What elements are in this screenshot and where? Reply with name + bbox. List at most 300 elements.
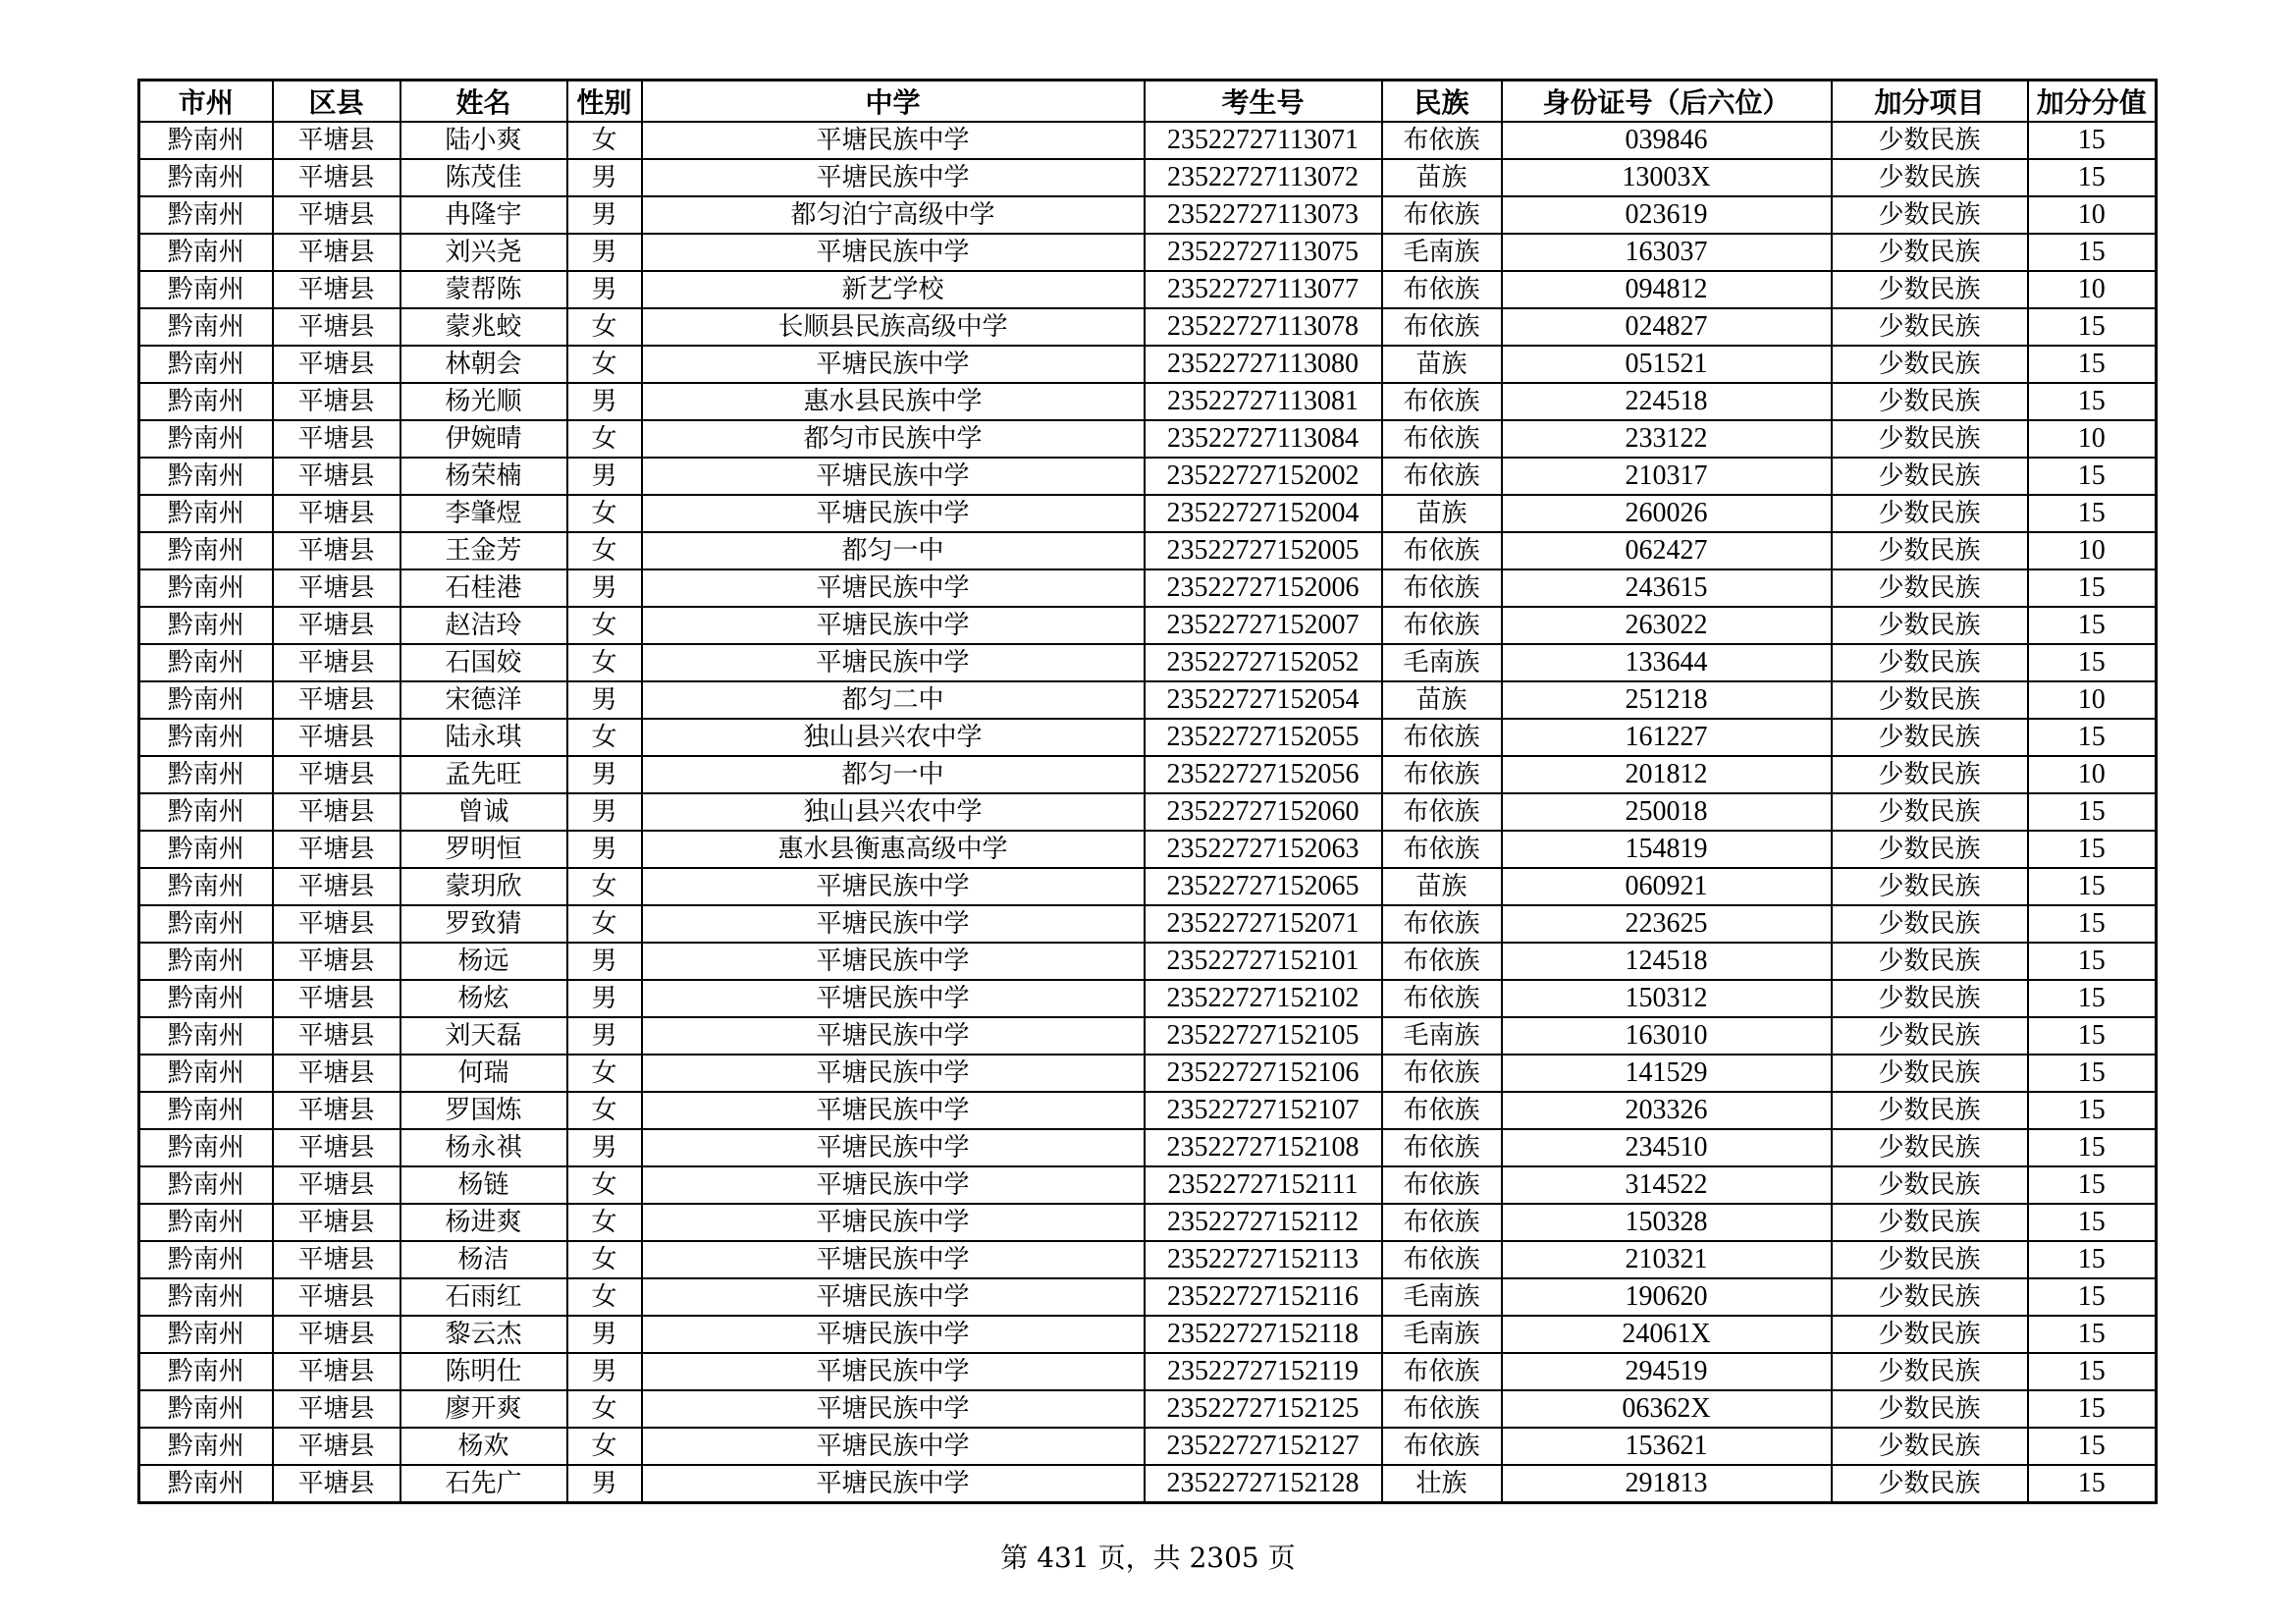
table-cell: 23522727152063 <box>1145 831 1382 868</box>
table-cell: 布依族 <box>1382 1353 1502 1390</box>
table-cell: 15 <box>2028 980 2157 1017</box>
table-cell: 黔南州 <box>139 234 273 271</box>
table-cell: 罗国炼 <box>400 1092 567 1129</box>
table-cell: 平塘县 <box>273 1278 400 1316</box>
table-cell: 布依族 <box>1382 1241 1502 1278</box>
table-cell: 23522727152118 <box>1145 1316 1382 1353</box>
table-cell: 平塘县 <box>273 458 400 495</box>
table-cell: 260026 <box>1502 495 1832 532</box>
table-cell: 都匀二中 <box>642 681 1145 719</box>
table-cell: 女 <box>567 868 642 905</box>
table-cell: 平塘县 <box>273 383 400 420</box>
table-cell: 黔南州 <box>139 1353 273 1390</box>
table-cell: 李肇煜 <box>400 495 567 532</box>
table-cell: 黔南州 <box>139 644 273 681</box>
table-cell: 刘天磊 <box>400 1017 567 1055</box>
table-cell: 23522727152006 <box>1145 569 1382 607</box>
table-cell: 23522727152065 <box>1145 868 1382 905</box>
table-cell: 布依族 <box>1382 420 1502 458</box>
table-cell: 平塘县 <box>273 1129 400 1166</box>
table-cell: 女 <box>567 1055 642 1092</box>
table-cell: 少数民族 <box>1832 681 2028 719</box>
table-cell: 平塘县 <box>273 495 400 532</box>
table-cell: 少数民族 <box>1832 234 2028 271</box>
table-cell: 平塘民族中学 <box>642 1129 1145 1166</box>
table-cell: 男 <box>567 383 642 420</box>
table-cell: 少数民族 <box>1832 1166 2028 1204</box>
table-cell: 布依族 <box>1382 1390 1502 1428</box>
table-cell: 男 <box>567 159 642 196</box>
table-row <box>139 756 2157 793</box>
table-cell: 杨永祺 <box>400 1129 567 1166</box>
table-cell: 平塘县 <box>273 1204 400 1241</box>
table-cell: 刘兴尧 <box>400 234 567 271</box>
table-cell: 少数民族 <box>1832 458 2028 495</box>
table-row <box>139 1278 2157 1316</box>
table-cell: 少数民族 <box>1832 1055 2028 1092</box>
table-row <box>139 943 2157 980</box>
table-cell: 赵洁玲 <box>400 607 567 644</box>
table-cell: 女 <box>567 1278 642 1316</box>
table-cell: 女 <box>567 308 642 346</box>
table-row <box>139 831 2157 868</box>
table-cell: 黔南州 <box>139 271 273 308</box>
table-cell: 黔南州 <box>139 569 273 607</box>
table-cell: 女 <box>567 1166 642 1204</box>
table-cell: 黔南州 <box>139 1241 273 1278</box>
table-cell: 长顺县民族高级中学 <box>642 308 1145 346</box>
table-cell: 布依族 <box>1382 1166 1502 1204</box>
table-row <box>139 868 2157 905</box>
table-cell: 布依族 <box>1382 196 1502 234</box>
table-cell: 平塘县 <box>273 196 400 234</box>
table-cell: 杨洁 <box>400 1241 567 1278</box>
table-cell: 15 <box>2028 1017 2157 1055</box>
table-cell: 女 <box>567 495 642 532</box>
table-cell: 23522727152002 <box>1145 458 1382 495</box>
table-cell: 少数民族 <box>1832 793 2028 831</box>
column-header: 身份证号（后六位） <box>1502 81 1832 123</box>
table-row <box>139 1353 2157 1390</box>
table-row <box>139 569 2157 607</box>
table-cell: 女 <box>567 1241 642 1278</box>
table-cell: 15 <box>2028 644 2157 681</box>
table-cell: 294519 <box>1502 1353 1832 1390</box>
table-cell: 石雨红 <box>400 1278 567 1316</box>
table-cell: 黔南州 <box>139 196 273 234</box>
table-cell: 布依族 <box>1382 122 1502 159</box>
table-cell: 布依族 <box>1382 943 1502 980</box>
roster-table-container <box>137 79 2155 1504</box>
table-cell: 203326 <box>1502 1092 1832 1129</box>
table-cell: 平塘民族中学 <box>642 1316 1145 1353</box>
table-cell: 布依族 <box>1382 1428 1502 1465</box>
table-cell: 243615 <box>1502 569 1832 607</box>
table-cell: 23522727113078 <box>1145 308 1382 346</box>
table-cell: 163037 <box>1502 234 1832 271</box>
table-cell: 15 <box>2028 607 2157 644</box>
table-cell: 15 <box>2028 159 2157 196</box>
table-cell: 少数民族 <box>1832 644 2028 681</box>
table-cell: 15 <box>2028 122 2157 159</box>
table-cell: 23522727113084 <box>1145 420 1382 458</box>
table-cell: 男 <box>567 793 642 831</box>
table-cell: 124518 <box>1502 943 1832 980</box>
table-cell: 黔南州 <box>139 122 273 159</box>
table-cell: 15 <box>2028 308 2157 346</box>
table-cell: 024827 <box>1502 308 1832 346</box>
table-cell: 布依族 <box>1382 980 1502 1017</box>
table-cell: 平塘县 <box>273 644 400 681</box>
table-cell: 少数民族 <box>1832 420 2028 458</box>
table-cell: 罗明恒 <box>400 831 567 868</box>
table-cell: 平塘县 <box>273 569 400 607</box>
table-cell: 陈茂佳 <box>400 159 567 196</box>
table-cell: 15 <box>2028 1241 2157 1278</box>
table-cell: 男 <box>567 271 642 308</box>
table-cell: 少数民族 <box>1832 1017 2028 1055</box>
table-row <box>139 458 2157 495</box>
table-row <box>139 1017 2157 1055</box>
table-row <box>139 532 2157 569</box>
table-cell: 布依族 <box>1382 308 1502 346</box>
table-cell: 少数民族 <box>1832 1353 2028 1390</box>
table-cell: 平塘民族中学 <box>642 1092 1145 1129</box>
table-cell: 布依族 <box>1382 719 1502 756</box>
table-cell: 少数民族 <box>1832 1092 2028 1129</box>
table-row <box>139 1166 2157 1204</box>
table-cell: 平塘民族中学 <box>642 1390 1145 1428</box>
table-cell: 250018 <box>1502 793 1832 831</box>
table-cell: 平塘县 <box>273 1353 400 1390</box>
table-row <box>139 1428 2157 1465</box>
table-cell: 石先广 <box>400 1465 567 1503</box>
table-cell: 少数民族 <box>1832 607 2028 644</box>
table-cell: 15 <box>2028 1390 2157 1428</box>
table-cell: 黔南州 <box>139 607 273 644</box>
table-cell: 23522727152055 <box>1145 719 1382 756</box>
table-cell: 15 <box>2028 831 2157 868</box>
table-cell: 少数民族 <box>1832 308 2028 346</box>
table-cell: 黔南州 <box>139 793 273 831</box>
table-cell: 毛南族 <box>1382 1278 1502 1316</box>
table-cell: 平塘民族中学 <box>642 1465 1145 1503</box>
table-cell: 23522727152113 <box>1145 1241 1382 1278</box>
table-cell: 蒙帮陈 <box>400 271 567 308</box>
table-cell: 黔南州 <box>139 346 273 383</box>
table-cell: 平塘县 <box>273 420 400 458</box>
table-cell: 女 <box>567 1092 642 1129</box>
table-cell: 平塘民族中学 <box>642 569 1145 607</box>
table-cell: 平塘县 <box>273 1092 400 1129</box>
table-cell: 女 <box>567 420 642 458</box>
table-row <box>139 159 2157 196</box>
table-cell: 15 <box>2028 1428 2157 1465</box>
table-cell: 新艺学校 <box>642 271 1145 308</box>
table-cell: 林朝会 <box>400 346 567 383</box>
table-cell: 都匀一中 <box>642 756 1145 793</box>
table-cell: 黔南州 <box>139 868 273 905</box>
table-cell: 13003X <box>1502 159 1832 196</box>
table-cell: 男 <box>567 1316 642 1353</box>
table-row <box>139 1055 2157 1092</box>
table-cell: 10 <box>2028 681 2157 719</box>
table-cell: 孟先旺 <box>400 756 567 793</box>
table-cell: 少数民族 <box>1832 159 2028 196</box>
table-cell: 039846 <box>1502 122 1832 159</box>
table-cell: 黔南州 <box>139 495 273 532</box>
column-header: 加分分值 <box>2028 81 2157 123</box>
table-cell: 平塘民族中学 <box>642 1353 1145 1390</box>
table-row <box>139 1390 2157 1428</box>
table-cell: 杨荣楠 <box>400 458 567 495</box>
table-cell: 23522727152004 <box>1145 495 1382 532</box>
table-cell: 女 <box>567 644 642 681</box>
table-cell: 平塘民族中学 <box>642 234 1145 271</box>
table-cell: 平塘县 <box>273 346 400 383</box>
table-cell: 少数民族 <box>1832 1316 2028 1353</box>
table-row <box>139 905 2157 943</box>
table-cell: 少数民族 <box>1832 831 2028 868</box>
table-cell: 15 <box>2028 569 2157 607</box>
column-header: 性别 <box>567 81 642 123</box>
table-cell: 平塘民族中学 <box>642 868 1145 905</box>
table-cell: 平塘县 <box>273 159 400 196</box>
table-cell: 女 <box>567 1204 642 1241</box>
table-cell: 何瑞 <box>400 1055 567 1092</box>
table-cell: 平塘县 <box>273 1166 400 1204</box>
table-cell: 141529 <box>1502 1055 1832 1092</box>
table-cell: 黔南州 <box>139 1465 273 1503</box>
table-cell: 平塘县 <box>273 793 400 831</box>
table-cell: 黎云杰 <box>400 1316 567 1353</box>
table-row <box>139 644 2157 681</box>
table-cell: 女 <box>567 1390 642 1428</box>
table-cell: 男 <box>567 831 642 868</box>
table-cell: 153621 <box>1502 1428 1832 1465</box>
table-cell: 女 <box>567 122 642 159</box>
table-cell: 男 <box>567 1017 642 1055</box>
table-cell: 苗族 <box>1382 868 1502 905</box>
table-cell: 24061X <box>1502 1316 1832 1353</box>
table-cell: 罗致猜 <box>400 905 567 943</box>
table-cell: 23522727152105 <box>1145 1017 1382 1055</box>
table-row <box>139 719 2157 756</box>
table-cell: 男 <box>567 196 642 234</box>
table-cell: 布依族 <box>1382 458 1502 495</box>
table-cell: 杨远 <box>400 943 567 980</box>
table-cell: 少数民族 <box>1832 196 2028 234</box>
table-cell: 少数民族 <box>1832 1204 2028 1241</box>
table-cell: 平塘民族中学 <box>642 905 1145 943</box>
table-cell: 190620 <box>1502 1278 1832 1316</box>
table-cell: 平塘民族中学 <box>642 1055 1145 1092</box>
table-cell: 163010 <box>1502 1017 1832 1055</box>
table-cell: 苗族 <box>1382 346 1502 383</box>
column-header: 姓名 <box>400 81 567 123</box>
table-cell: 壮族 <box>1382 1465 1502 1503</box>
table-cell: 094812 <box>1502 271 1832 308</box>
table-cell: 布依族 <box>1382 607 1502 644</box>
table-cell: 平塘县 <box>273 980 400 1017</box>
table-cell: 男 <box>567 1129 642 1166</box>
table-cell: 布依族 <box>1382 831 1502 868</box>
table-cell: 毛南族 <box>1382 1316 1502 1353</box>
table-cell: 少数民族 <box>1832 868 2028 905</box>
table-row <box>139 383 2157 420</box>
table-cell: 平塘民族中学 <box>642 495 1145 532</box>
table-cell: 15 <box>2028 1353 2157 1390</box>
table-cell: 15 <box>2028 495 2157 532</box>
table-row <box>139 1204 2157 1241</box>
table-cell: 23522727152071 <box>1145 905 1382 943</box>
table-cell: 布依族 <box>1382 756 1502 793</box>
table-cell: 15 <box>2028 458 2157 495</box>
table-cell: 都匀泊宁高级中学 <box>642 196 1145 234</box>
table-cell: 平塘民族中学 <box>642 122 1145 159</box>
table-cell: 少数民族 <box>1832 1278 2028 1316</box>
table-cell: 平塘民族中学 <box>642 1204 1145 1241</box>
table-cell: 062427 <box>1502 532 1832 569</box>
table-cell: 15 <box>2028 868 2157 905</box>
table-cell: 23522727152107 <box>1145 1092 1382 1129</box>
table-cell: 男 <box>567 681 642 719</box>
table-cell: 女 <box>567 1428 642 1465</box>
table-row <box>139 271 2157 308</box>
table-cell: 黔南州 <box>139 532 273 569</box>
table-cell: 210321 <box>1502 1241 1832 1278</box>
table-cell: 平塘县 <box>273 868 400 905</box>
table-cell: 23522727152119 <box>1145 1353 1382 1390</box>
table-cell: 23522727152060 <box>1145 793 1382 831</box>
table-cell: 黔南州 <box>139 308 273 346</box>
table-cell: 133644 <box>1502 644 1832 681</box>
table-cell: 平塘民族中学 <box>642 1428 1145 1465</box>
table-cell: 15 <box>2028 383 2157 420</box>
column-header: 中学 <box>642 81 1145 123</box>
table-row <box>139 308 2157 346</box>
table-cell: 060921 <box>1502 868 1832 905</box>
table-cell: 15 <box>2028 346 2157 383</box>
table-cell: 布依族 <box>1382 793 1502 831</box>
table-cell: 男 <box>567 234 642 271</box>
table-cell: 23522727152052 <box>1145 644 1382 681</box>
table-cell: 223625 <box>1502 905 1832 943</box>
table-cell: 23522727152056 <box>1145 756 1382 793</box>
table-cell: 平塘县 <box>273 308 400 346</box>
table-cell: 平塘县 <box>273 756 400 793</box>
table-cell: 23522727113080 <box>1145 346 1382 383</box>
table-cell: 15 <box>2028 719 2157 756</box>
table-cell: 150312 <box>1502 980 1832 1017</box>
table-cell: 女 <box>567 719 642 756</box>
table-cell: 都匀市民族中学 <box>642 420 1145 458</box>
table-cell: 布依族 <box>1382 569 1502 607</box>
table-cell: 少数民族 <box>1832 271 2028 308</box>
table-cell: 15 <box>2028 793 2157 831</box>
table-cell: 杨进爽 <box>400 1204 567 1241</box>
column-header: 民族 <box>1382 81 1502 123</box>
table-cell: 少数民族 <box>1832 1428 2028 1465</box>
table-cell: 平塘民族中学 <box>642 1166 1145 1204</box>
table-cell: 23522727152116 <box>1145 1278 1382 1316</box>
table-cell: 黔南州 <box>139 1428 273 1465</box>
table-cell: 布依族 <box>1382 271 1502 308</box>
table-cell: 冉隆宇 <box>400 196 567 234</box>
table-cell: 210317 <box>1502 458 1832 495</box>
column-header: 区县 <box>273 81 400 123</box>
table-cell: 黔南州 <box>139 1017 273 1055</box>
table-cell: 平塘县 <box>273 943 400 980</box>
table-cell: 平塘县 <box>273 831 400 868</box>
table-cell: 都匀一中 <box>642 532 1145 569</box>
table-cell: 惠水县民族中学 <box>642 383 1145 420</box>
table-cell: 黔南州 <box>139 420 273 458</box>
table-cell: 15 <box>2028 1055 2157 1092</box>
column-header: 考生号 <box>1145 81 1382 123</box>
table-cell: 苗族 <box>1382 681 1502 719</box>
table-cell: 黔南州 <box>139 943 273 980</box>
table-row <box>139 1092 2157 1129</box>
table-row <box>139 1129 2157 1166</box>
table-cell: 平塘县 <box>273 1465 400 1503</box>
table-cell: 150328 <box>1502 1204 1832 1241</box>
table-cell: 平塘民族中学 <box>642 346 1145 383</box>
roster-table <box>137 79 2158 1504</box>
table-cell: 黔南州 <box>139 1278 273 1316</box>
table-row <box>139 346 2157 383</box>
table-row <box>139 420 2157 458</box>
table-cell: 黔南州 <box>139 831 273 868</box>
table-cell: 10 <box>2028 196 2157 234</box>
table-cell: 少数民族 <box>1832 943 2028 980</box>
table-cell: 黔南州 <box>139 1316 273 1353</box>
table-cell: 15 <box>2028 943 2157 980</box>
table-cell: 布依族 <box>1382 532 1502 569</box>
table-cell: 少数民族 <box>1832 756 2028 793</box>
table-cell: 15 <box>2028 234 2157 271</box>
table-cell: 15 <box>2028 1316 2157 1353</box>
table-cell: 少数民族 <box>1832 1465 2028 1503</box>
column-header: 加分项目 <box>1832 81 2028 123</box>
table-cell: 15 <box>2028 905 2157 943</box>
table-cell: 黔南州 <box>139 458 273 495</box>
table-cell: 廖开爽 <box>400 1390 567 1428</box>
table-cell: 陆小爽 <box>400 122 567 159</box>
table-cell: 23522727152007 <box>1145 607 1382 644</box>
table-cell: 251218 <box>1502 681 1832 719</box>
table-cell: 宋德洋 <box>400 681 567 719</box>
table-cell: 平塘民族中学 <box>642 943 1145 980</box>
table-cell: 男 <box>567 458 642 495</box>
table-cell: 蒙玥欣 <box>400 868 567 905</box>
table-cell: 平塘县 <box>273 1316 400 1353</box>
table-cell: 男 <box>567 756 642 793</box>
table-cell: 23522727152112 <box>1145 1204 1382 1241</box>
table-cell: 少数民族 <box>1832 122 2028 159</box>
header-row <box>139 81 2157 123</box>
table-cell: 23522727113081 <box>1145 383 1382 420</box>
table-cell: 201812 <box>1502 756 1832 793</box>
table-cell: 独山县兴农中学 <box>642 719 1145 756</box>
table-cell: 少数民族 <box>1832 495 2028 532</box>
table-cell: 布依族 <box>1382 1055 1502 1092</box>
table-cell: 平塘县 <box>273 1390 400 1428</box>
table-cell: 少数民族 <box>1832 1241 2028 1278</box>
table-cell: 15 <box>2028 1278 2157 1316</box>
table-cell: 黔南州 <box>139 1129 273 1166</box>
table-cell: 少数民族 <box>1832 346 2028 383</box>
